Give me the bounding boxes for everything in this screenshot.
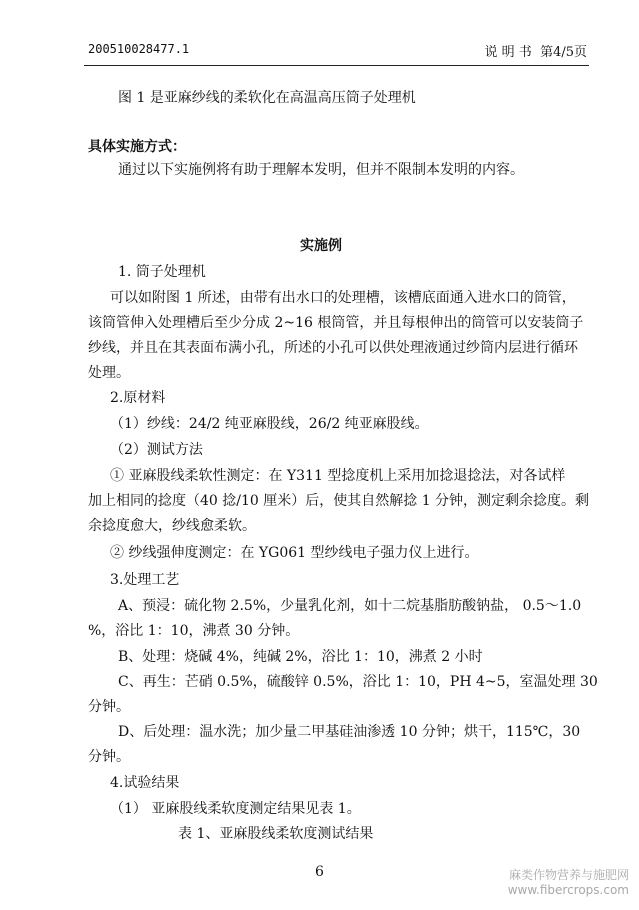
intro-text: 通过以下实施例将有助于理解本发明，但并不限制本发明的内容。 <box>118 162 524 178</box>
part1-line: 可以如附图 1 所述，由带有出水口的处理槽，该槽底面通入进水口的筒管， <box>110 290 576 306</box>
part2-method1-line: ① 亚麻股线柔软性测定：在 Y311 型捻度机上采用加捻退捻法，对各试样 <box>110 468 566 484</box>
part2-method1-line: 余捻度愈大，纱线愈柔软。 <box>88 518 256 534</box>
table-caption: 表 1、亚麻股线柔软度测试结果 <box>178 826 374 842</box>
header-doc-number: 200510028477.1 <box>88 42 190 56</box>
example-title: 实施例 <box>300 238 342 254</box>
part2-method2: ② 纱线强伸度测定：在 YG061 型纱线电子强力仪上进行。 <box>110 545 479 561</box>
section-heading: 具体实施方式： <box>88 139 186 155</box>
part3-b: B、处理：烧碱 4%，纯碱 2%，浴比 1：10，沸煮 2 小时 <box>118 649 483 665</box>
part3-c-line: 分钟。 <box>88 699 130 715</box>
part3-a-line: A、预浸：硫化物 2.5%，少量乳化剂，如十二烷基脂肪酸钠盐， 0.5～1.0 <box>118 598 582 614</box>
part3-a-line: %，浴比 1：10，沸煮 30 分钟。 <box>88 623 300 639</box>
part1-heading: 1. 筒子处理机 <box>118 264 206 280</box>
part1-line: 该筒管伸入处理槽后至少分成 2~16 根筒管，并且每根伸出的筒管可以安装筒子 <box>88 315 584 331</box>
part3-d-line: 分钟。 <box>88 749 130 765</box>
part1-line: 处理。 <box>88 365 130 381</box>
part2-method1-line: 加上相同的捻度（40 捻/10 厘米）后，使其自然解捻 1 分钟，测定剩余捻度。剩 <box>88 493 590 509</box>
part4-item1: （1） 亚麻股线柔软度测定结果见表 1。 <box>110 801 361 817</box>
part2-heading: 2.原材料 <box>110 390 166 406</box>
part3-c-line: C、再生：芒硝 0.5%，硫酸锌 0.5%，浴比 1：10，PH 4~5，室温处理 30 <box>118 674 598 690</box>
watermark-url: www.fibercrops.com <box>507 883 629 897</box>
watermark-site-name: 麻类作物营养与施肥网 <box>508 868 629 882</box>
part4-heading: 4.试验结果 <box>110 775 180 791</box>
part3-d-line: D、后处理：温水洗；加少量二甲基硅油渗透 10 分钟；烘干，115℃，30 <box>118 724 581 740</box>
header-page-label: 第4/5页 <box>540 45 587 60</box>
part1-line: 纱线，并且在其表面布满小孔，所述的小孔可以供处理液通过纱筒内层进行循环 <box>88 340 578 356</box>
watermark <box>508 868 629 898</box>
figure-caption: 图 1 是亚麻纱线的柔软化在高温高压筒子处理机 <box>118 90 416 106</box>
header-doc-type: 说 明 书 <box>484 45 532 60</box>
part2-method-heading: （2）测试方法 <box>110 442 203 458</box>
part2-yarn: （1）纱线：24/2 纯亚麻股线，26/2 纯亚麻股线。 <box>110 416 429 432</box>
header-rule <box>84 65 589 66</box>
page-number: 6 <box>315 864 324 880</box>
part3-heading: 3.处理工艺 <box>110 572 180 588</box>
header-right <box>485 41 587 60</box>
